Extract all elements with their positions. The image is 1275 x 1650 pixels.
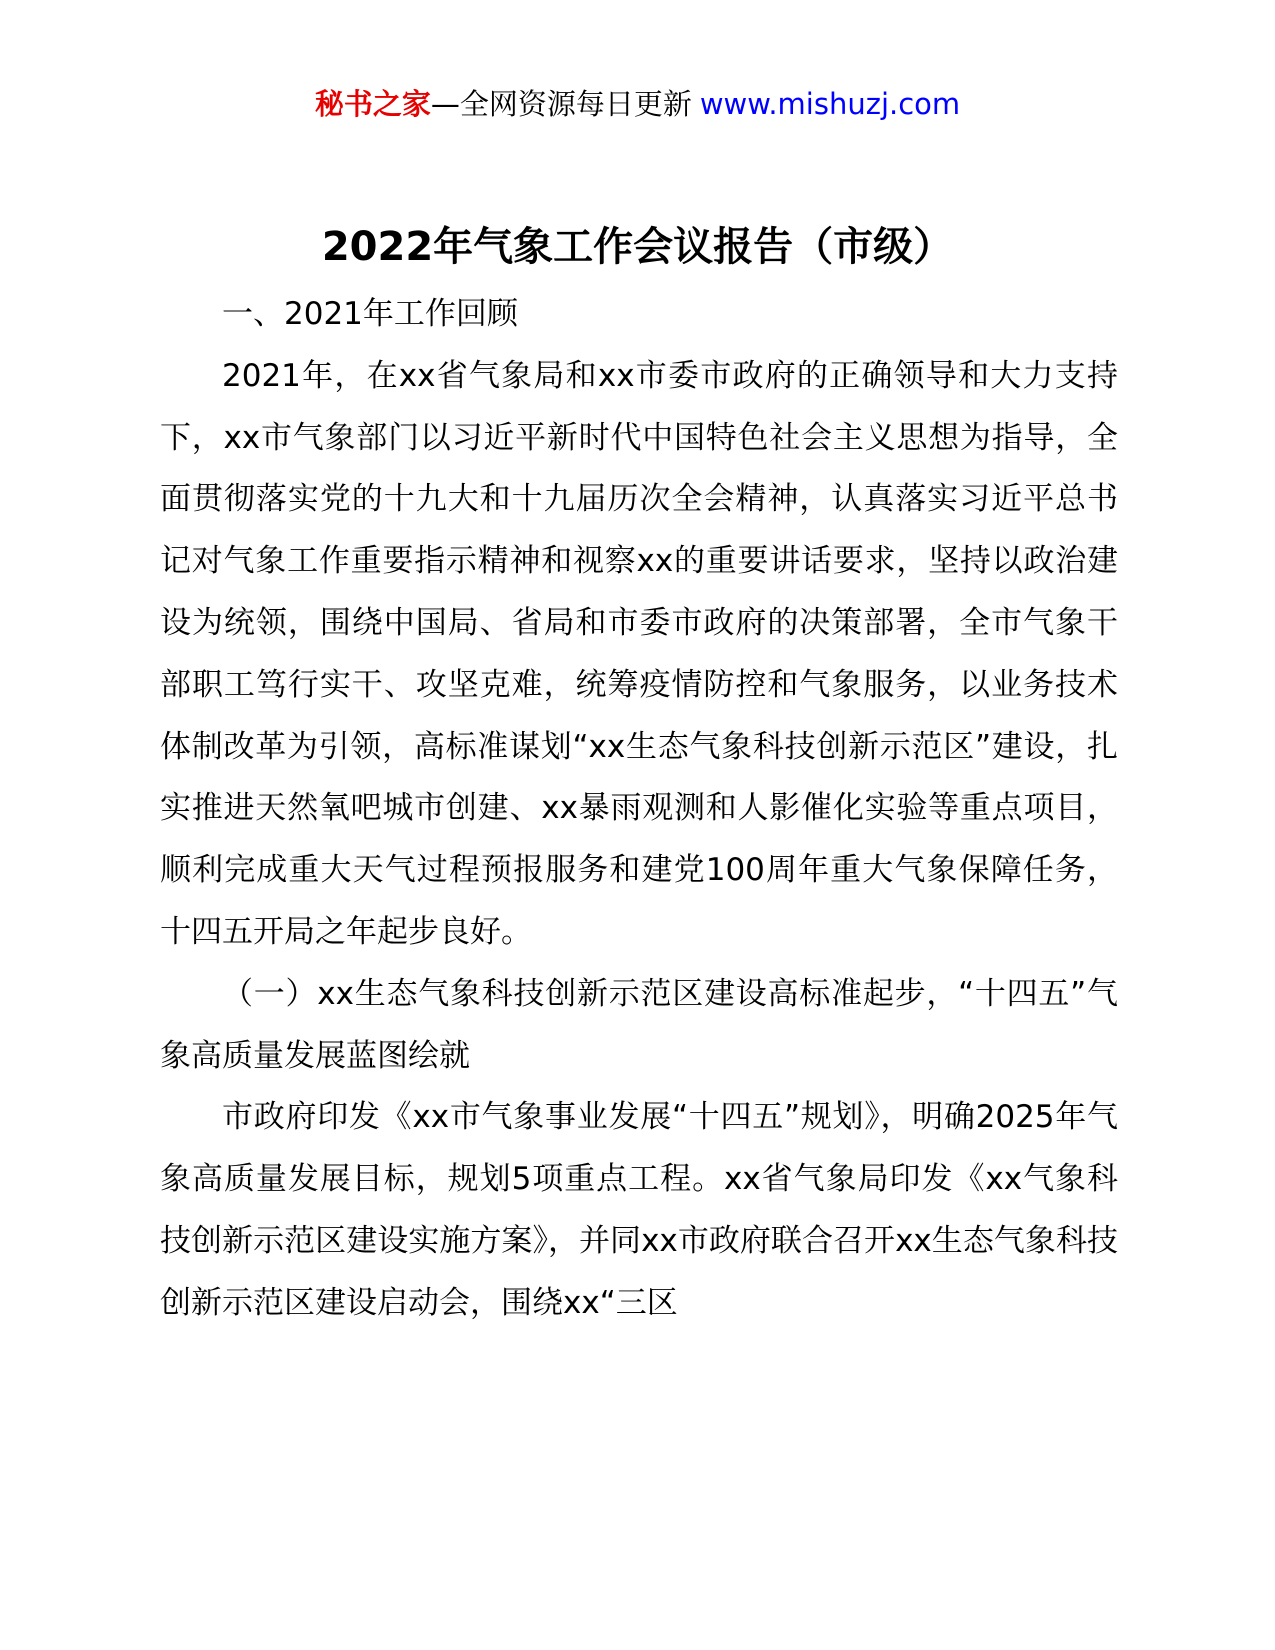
body-paragraph: 市政府印发《xx市气象事业发展“十四五”规划》，明确2025年气象高质量发展目标，规划5项重点工程。xx省气象局印发《xx气象科技创新示范区建设实施方案》，并同xx市政府联合召开xx生态气象科技创新示范区建设启动会，围绕xx“三区: [160, 1099, 1118, 1321]
subsection-heading: （一）xx生态气象科技创新示范区建设高标准起步，“十四五”气象高质量发展蓝图绘就: [160, 975, 1118, 1074]
header-slogan: —全网资源每日更新: [430, 87, 692, 121]
document-body: [160, 284, 1118, 1335]
site-header: [0, 84, 1275, 124]
section-heading: 一、2021年工作回顾: [222, 296, 518, 332]
brand-name: 秘书之家: [314, 87, 431, 121]
site-url-link[interactable]: www.mishuzj.com: [699, 87, 961, 121]
document-title: 2022年气象工作会议报告（市级）: [321, 224, 954, 270]
body-paragraph: 2021年，在xx省气象局和xx市委市政府的正确领导和大力支持下，xx市气象部门以习近平新时代中国特色社会主义思想为指导，全面贯彻落实党的十九大和十九届历次全会精神，认真落实习近平总书记对气象工作重要指示精神和视察xx的重要讲话要求，坚持以政治建设为统领，围绕中国局、省局和市委市政府的决策部署，全市气象干部职工笃行实干、攻坚克难，统筹疫情防控和气象服务，以业务技术体制改革为引领，高标准谋划“xx生态气象科技创新示范区”建设，扎实推进天然氧吧城市创建、xx暴雨观测和人影催化实验等重点项目，顺利完成重大天气过程预报服务和建党100周年重大气象保障任务，十四五开局之年起步良好。: [160, 357, 1118, 950]
